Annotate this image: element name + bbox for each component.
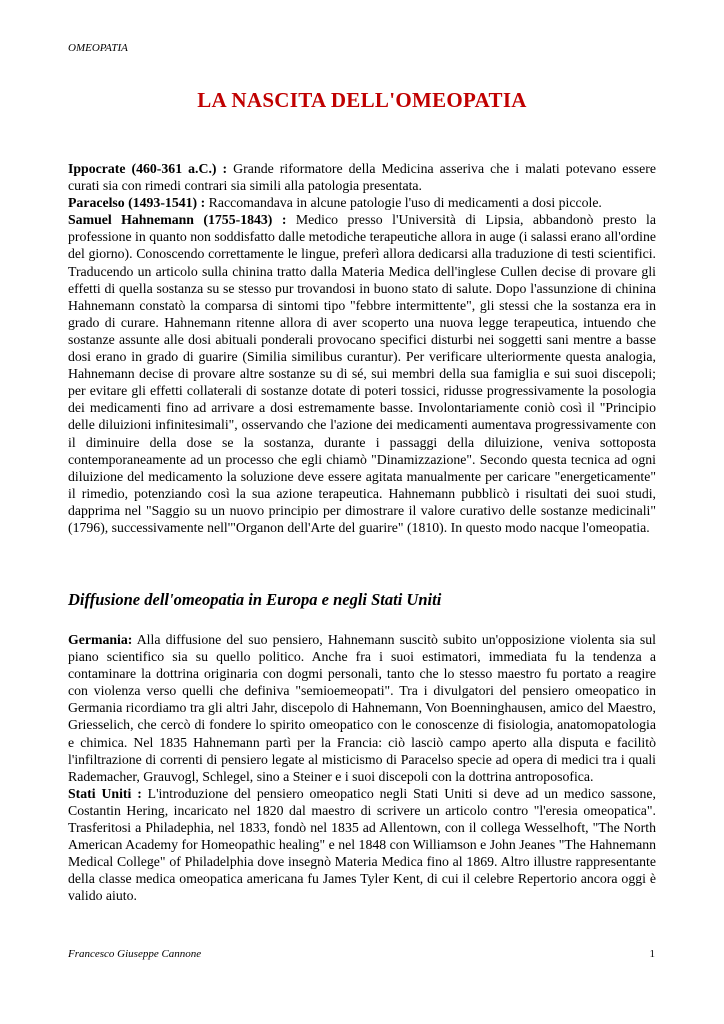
section-heading: Diffusione dell'omeopatia in Europa e negli Stati Uniti (68, 590, 442, 609)
term-hahnemann: Samuel Hahnemann (1755-1843) : (68, 212, 287, 228)
paragraph-hahnemann (68, 211, 656, 536)
page-number: 1 (649, 948, 655, 960)
paragraph-ippocrate (68, 160, 656, 194)
running-header: OMEOPATIA (68, 42, 128, 54)
term-stati-uniti: Stati Uniti : (68, 785, 142, 801)
text-stati-uniti: L'introduzione del pensiero omeopatico negli Stati Uniti si deve ad un medico sassone, Costantin Hering, incaricato nel 1820 dal maestro di scrivere un articolo contro "l'eresia omeopatica". Trasferitosi a Philadephia, nel 1833, fondò nel 1835 ad Allentown, con il collega Wesselhoft, "The North American Academy for Homeopathic healing" e nel 1848 con Williamson e John Jeanes "The Hahnemann Medical College" of Philadelphia dove insegnò Materia Medica fino al 1869. Altro illustre rappresentante della classe medica omeopatica americana fu James Tyler Kent, di cui il celebre Repertorio ancora oggi è valido aiuto. (68, 785, 656, 904)
text-hahnemann: Medico presso l'Università di Lipsia, abbandonò presto la professione in quanto non soddisfatto dalle metodiche terapeutiche allora in auge (i salassi erano all'ordine del giorno). Conoscendo correttamente le lingue, preferì allora dedicarsi alla traduzione di testi scientifici. Traducendo un articolo sulla chinina tratto dalla Materia Medica dell'inglese Cullen decise di provare gli effetti di quella sostanza su se stesso pur trovandosi in buono stato di salute. Dopo l'assunzione di chinina Hahnemann constatò la comparsa di sintomi tipo "febbre intermittente", gli stessi che la sostanza era in grado di curare. Hahnemann ritenne allora di aver scoperto una nuova legge terapeutica, intuendo che sostanze assunte alle dosi abituali ponderali provocano specifici disturbi nei soggetti sani mentre a basse dosi erano in grado di guarire (Similia similibus curantur). Per verificare ulteriormente questa analogia, Hahnemann decise di provare altre sostanze su di sé, sui membri della sua famiglia e sui suoi discepoli; per evitare gli effetti collaterali di sostanze dotate di poteri tossici, ridusse progressivamente la posologia dei medicamenti fino ad arrivare a dosi estremamente basse. Involontariamente coniò così il "Principio delle diluizioni infinitesimali", osservando che l'azione dei medicamenti aumentava progressivamente con il diminuire della dose se la sostanza, durante i passaggi della diluizione, veniva sottoposta contemporaneamente ad un processo che egli chiamò "Dinamizzazione". Secondo questa tecnica ad ogni diluizione del medicamento la soluzione deve essere agitata manualmente per caricare "energeticamente" il rimedio, potenziando così la sua azione terapeutica. Hahnemann pubblicò i risultati dei suoi studi, dapprima nel "Saggio su un nuovo principio per dimostrare il valore curativo delle sostanze medicinali" (1796), successivamente nell'"Organon dell'Arte del guarire" (1810). In questo modo nacque l'omeopatia. (68, 212, 656, 535)
footer-author: Francesco Giuseppe Cannone (68, 948, 202, 960)
intro-section (68, 160, 656, 536)
paragraph-paracelso (68, 194, 656, 211)
text-paracelso: Raccomandava in alcune patologie l'uso di medicamenti a dosi piccole. (205, 195, 602, 211)
diffusion-section (68, 631, 656, 905)
term-germania: Germania: (68, 632, 133, 647)
term-ippocrate: Ippocrate (460-361 a.C.) : (68, 161, 228, 176)
paragraph-germania (68, 631, 656, 785)
text-germania: Alla diffusione del suo pensiero, Hahnemann suscitò subito un'opposizione violenta sia sul piano scientifico sia su quello politico. Anche fra i suoi estimatori, immediata fu la tendenza a contaminare la dottrina originaria con dogmi personali, tanto che lo stesso maestro fu portato a reagire con violenza verso quelli che definiva "semioemeopati". Tra i divulgatori del pensiero omeopatico in Germania ricordiamo tra gli altri Jahr, discepolo di Hahnemann, Von Boenninghausen, amico del Maestro, Griesselich, che cercò di fondere lo spirito omeopatico con le conoscenze di fisiologia, anatomopatologia e chimica. Nel 1835 Hahnemann partì per la Francia: ciò lasciò campo aperto alla disputa e facilitò l'infiltrazione di correnti di pensiero legate al misticismo di Paracelso specie ad opera di medici tra i quali Rademacher, Grauvogl, Schlegel, sino a Steiner e i suoi discepoli con la dottrina antroposofica. (68, 632, 656, 784)
page-title: LA NASCITA DELL'OMEOPATIA (197, 88, 527, 112)
term-paracelso: Paracelso (1493-1541) : (68, 195, 206, 211)
text-ippocrate: Grande riformatore della Medicina asseriva che i malati potevano essere curati sia con rimedi contrari sia simili alla patologia presentata. (68, 161, 657, 194)
paragraph-stati-uniti (68, 785, 656, 905)
